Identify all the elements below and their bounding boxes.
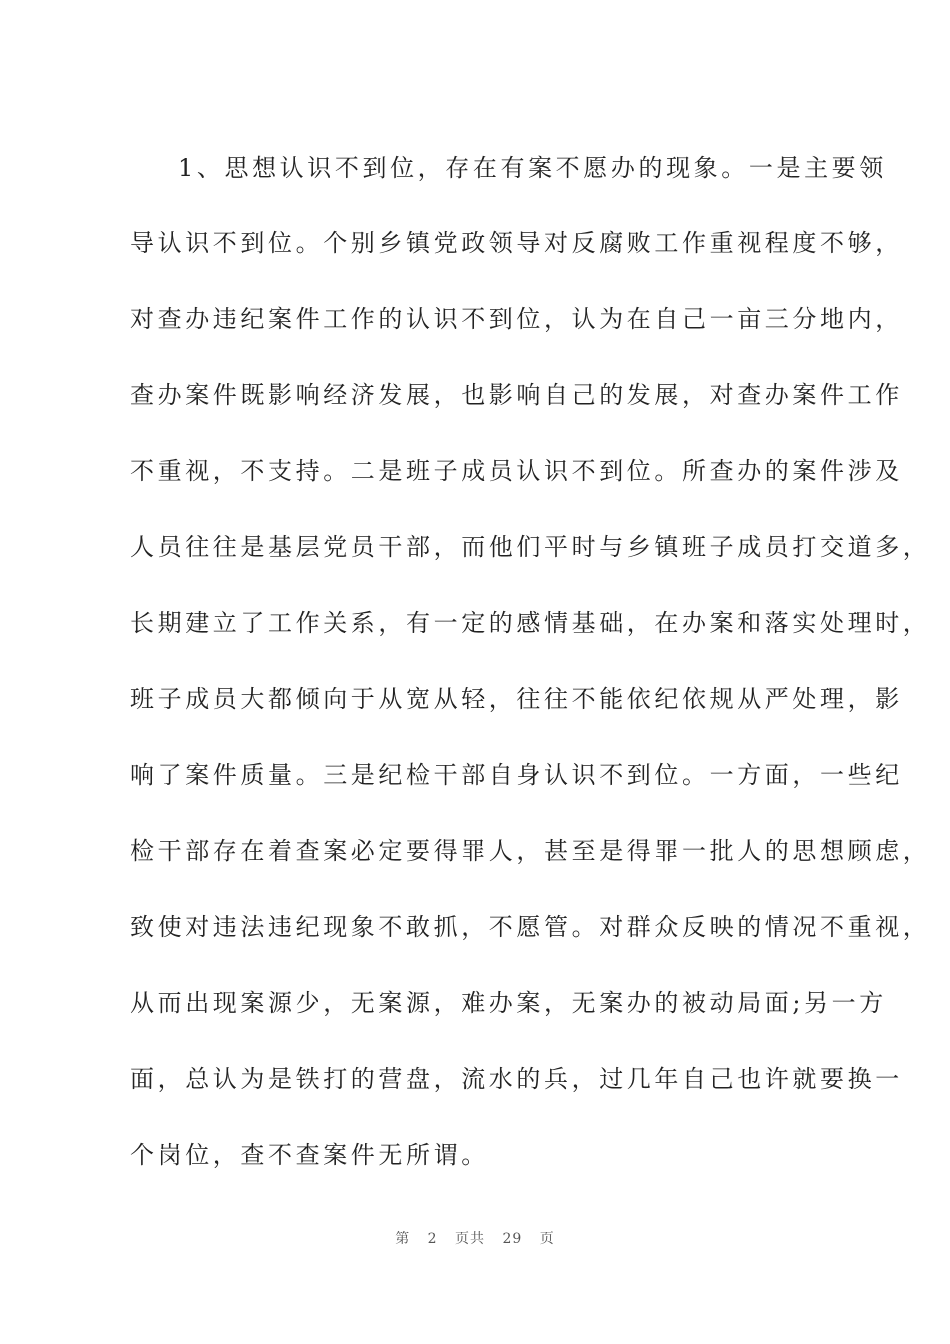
paragraph-line-7: 长期建立了工作关系，有一定的感情基础，在办案和落实处理时， bbox=[130, 609, 931, 637]
paragraph-line-12: 从而出现案源少，无案源，难办案，无案办的被动局面;另一方 bbox=[130, 989, 887, 1017]
paragraph-line-10: 检干部存在着查案必定要得罪人，甚至是得罪一批人的思想顾虑， bbox=[130, 837, 931, 865]
footer-prefix: 第 bbox=[395, 1231, 411, 1247]
paragraph-line-4: 查办案件既影响经济发展，也影响自己的发展，对查办案件工作 bbox=[130, 381, 903, 409]
paragraph-line-2: 导认识不到位。个别乡镇党政领导对反腐败工作重视程度不够， bbox=[130, 229, 903, 257]
footer-middle: 页共 bbox=[455, 1231, 486, 1247]
paragraph-line-5: 不重视，不支持。二是班子成员认识不到位。所查办的案件涉及 bbox=[130, 457, 903, 485]
paragraph-line-8: 班子成员大都倾向于从宽从轻，往往不能依纪依规从严处理，影 bbox=[130, 685, 903, 713]
paragraph-line-6: 人员往往是基层党员干部，而他们平时与乡镇班子成员打交道多， bbox=[130, 533, 931, 561]
paragraph-line-13: 面，总认为是铁打的营盘，流水的兵，过几年自己也许就要换一 bbox=[130, 1065, 903, 1093]
footer-total-pages: 29 bbox=[502, 1231, 523, 1247]
page-footer bbox=[0, 1228, 950, 1248]
footer-page-number: 2 bbox=[427, 1231, 438, 1247]
paragraph-line-11: 致使对违法违纪现象不敢抓，不愿管。对群众反映的情况不重视， bbox=[130, 913, 931, 941]
paragraph-line-3: 对查办违纪案件工作的认识不到位，认为在自己一亩三分地内， bbox=[130, 305, 903, 333]
paragraph-line-14: 个岗位，查不查案件无所谓。 bbox=[130, 1141, 489, 1169]
footer-suffix: 页 bbox=[539, 1231, 555, 1247]
paragraph-line-1: 1、思想认识不到位，存在有案不愿办的现象。一是主要领 bbox=[178, 154, 887, 182]
paragraph-line-9: 响了案件质量。三是纪检干部自身认识不到位。一方面，一些纪 bbox=[130, 761, 903, 789]
